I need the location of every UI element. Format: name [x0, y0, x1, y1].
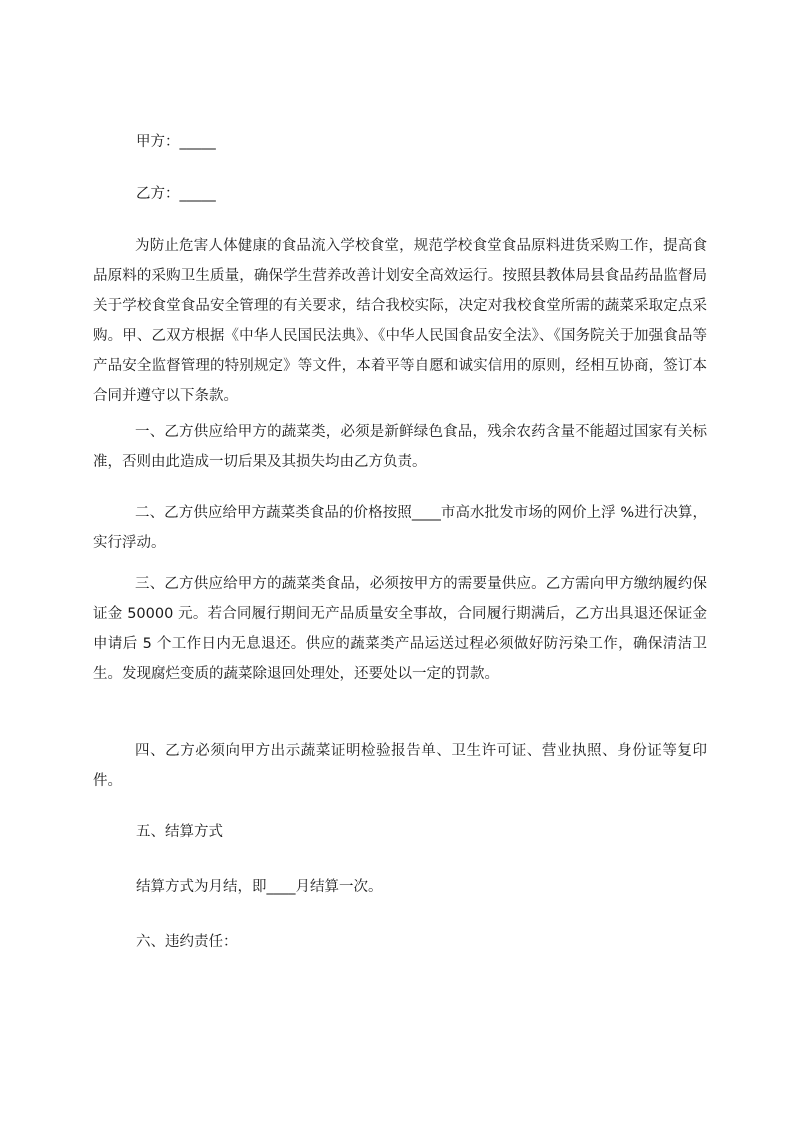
- clause-3-paragraph: 三、乙方供应给甲方的蔬菜类食品，必须按甲方的需要量供应。乙方需向甲方缴纳履约保证金 50000 元。若合同履行期间无产品质量安全事故，合同履行期满后，乙方出具退还保证金申请后 5 个工作日内无息退还。供应的蔬菜类产品运送过程必须做好防污染工作，确保清洁卫生。发现腐烂变质的蔬菜除退回处理处，还要处以一定的罚款。: [93, 576, 707, 682]
- clause-4-paragraph: 四、乙方必须向甲方出示蔬菜证明检验报告单、卫生许可证、营业执照、身份证等复印件。: [93, 743, 707, 789]
- clause-1-paragraph: 一、乙方供应给甲方的蔬菜类，必须是新鲜绿色食品，残余农药含量不能超过国家有关标准，否则由此造成一切后果及其损失均由乙方负责。: [93, 424, 707, 470]
- party-a-line: 甲方：_____: [136, 134, 216, 150]
- clause-2-paragraph: 二、乙方供应给甲方蔬菜类食品的价格按照____市高水批发市场的网价上浮 %进行决算，实行浮动。: [93, 505, 707, 551]
- clause-5-body: 结算方式为月结，即____月结算一次。: [136, 879, 383, 895]
- preamble-paragraph: 为防止危害人体健康的食品流入学校食堂，规范学校食堂食品原料进货采购工作，提高食品原料的采购卫生质量，确保学生营养改善计划安全高效运行。按照县教体局县食品药品监督局关于学校食堂食品安全管理的有关要求，结合我校实际，决定对我校食堂所需的蔬菜采取定点采购。甲、乙双方根据《中华人民国民法典》、《中华人民国食品安全法》、《国务院关于加强食品等产品安全监督管理的特别规定》等文件，本着平等自愿和诚实信用的原则，经相互协商，签订本合同并遵守以下条款。: [93, 238, 707, 404]
- party-b-line: 乙方：_____: [136, 186, 216, 202]
- clause-6-heading: 六、违约责任：: [136, 934, 238, 950]
- clause-5-heading: 五、结算方式: [136, 824, 223, 840]
